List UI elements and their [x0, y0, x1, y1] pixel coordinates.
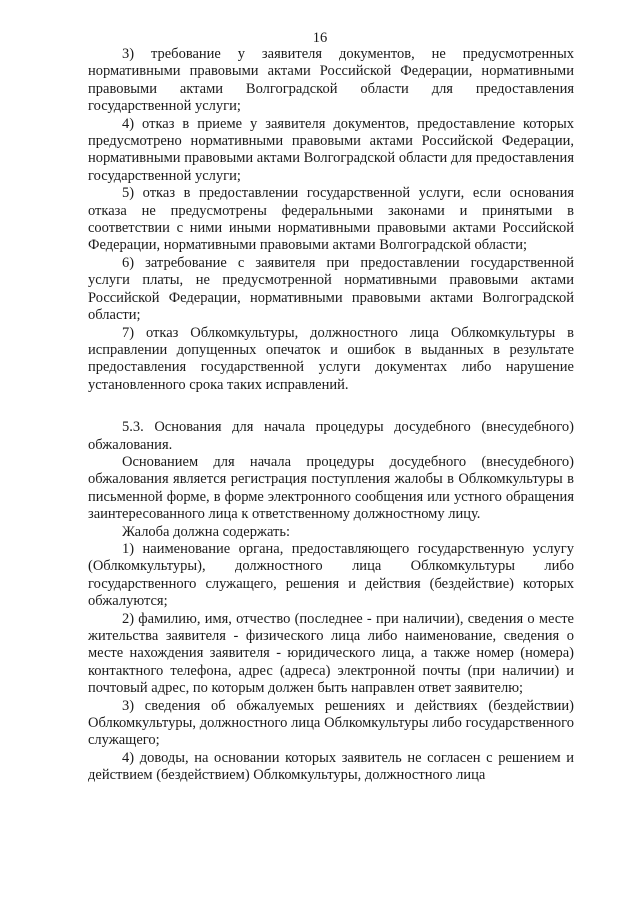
paragraph-item-6: 6) затребование с заявителя при предоставлении государственной услуги платы, не предусмотренной нормативными правовыми актами Российской Федерации, нормативными правовыми актами Волгоградской области; [88, 254, 574, 324]
section-gap [88, 394, 574, 419]
paragraph-item-4: 4) отказ в приеме у заявителя документов, предоставление которых предусмотрено нормативными правовыми актами Российской Федерации, нормативными правовыми актами Волгоградской области для предоставления государственной услуги; [88, 115, 574, 184]
complaint-item-3: 3) сведения об обжалуемых решениях и действиях (бездействии) Облкомкультуры, должностного лица Облкомкультуры либо государственного служащего; [88, 697, 574, 749]
complaint-item-4: 4) доводы, на основании которых заявитель не согласен с решением и действием (бездействием) Облкомкультуры, должностного лица [88, 749, 574, 784]
paragraph-item-3: 3) требование у заявителя документов, не предусмотренных нормативными правовыми актами Российской Федерации, нормативными правовыми актами Волгоградской области для предоставления государственной услуги; [88, 46, 574, 115]
page-number: 16 [312, 30, 328, 46]
document-body [88, 46, 574, 785]
paragraph-item-7: 7) отказ Облкомкультуры, должностного лица Облкомкультуры в исправлении допущенных опечаток и ошибок в выданных в результате предоставления государственной услуги документах либо нарушение установленного срока таких исправлений. [88, 324, 574, 393]
complaint-item-2: 2) фамилию, имя, отчество (последнее - при наличии), сведения о месте жительства заявителя - физического лица либо наименование, сведения о месте нахождения заявителя - юридического лица, а также номер (номера) контактного телефона, адрес (адреса) электронной почты (при наличии) и почтовый адрес, по которым должен быть направлен ответ заявителю; [88, 610, 574, 697]
paragraph-grounds: Основанием для начала процедуры досудебного (внесудебного) обжалования является регистрация поступления жалобы в Облкомкультуры в письменной форме, в форме электронного сообщения или устного обращения заинтересованного лица к ответственному должностному лицу. [88, 453, 574, 523]
paragraph-item-5: 5) отказ в предоставлении государственной услуги, если основания отказа не предусмотрены федеральными законами и принятыми в соответствии с ними иными нормативными правовыми актами Российской Федерации, нормативными правовыми актами Волгоградской области; [88, 185, 574, 254]
complaint-item-1: 1) наименование органа, предоставляющего государственную услугу (Облкомкультуры), должностного лица Облкомкультуры либо государственного служащего, решения и действия (бездействие) которых обжалуются; [88, 540, 574, 610]
paragraph-complaint-intro: Жалоба должна содержать: [122, 523, 291, 540]
section-heading-5-3: 5.3. Основания для начала процедуры досудебного (внесудебного) обжалования. [88, 419, 574, 453]
